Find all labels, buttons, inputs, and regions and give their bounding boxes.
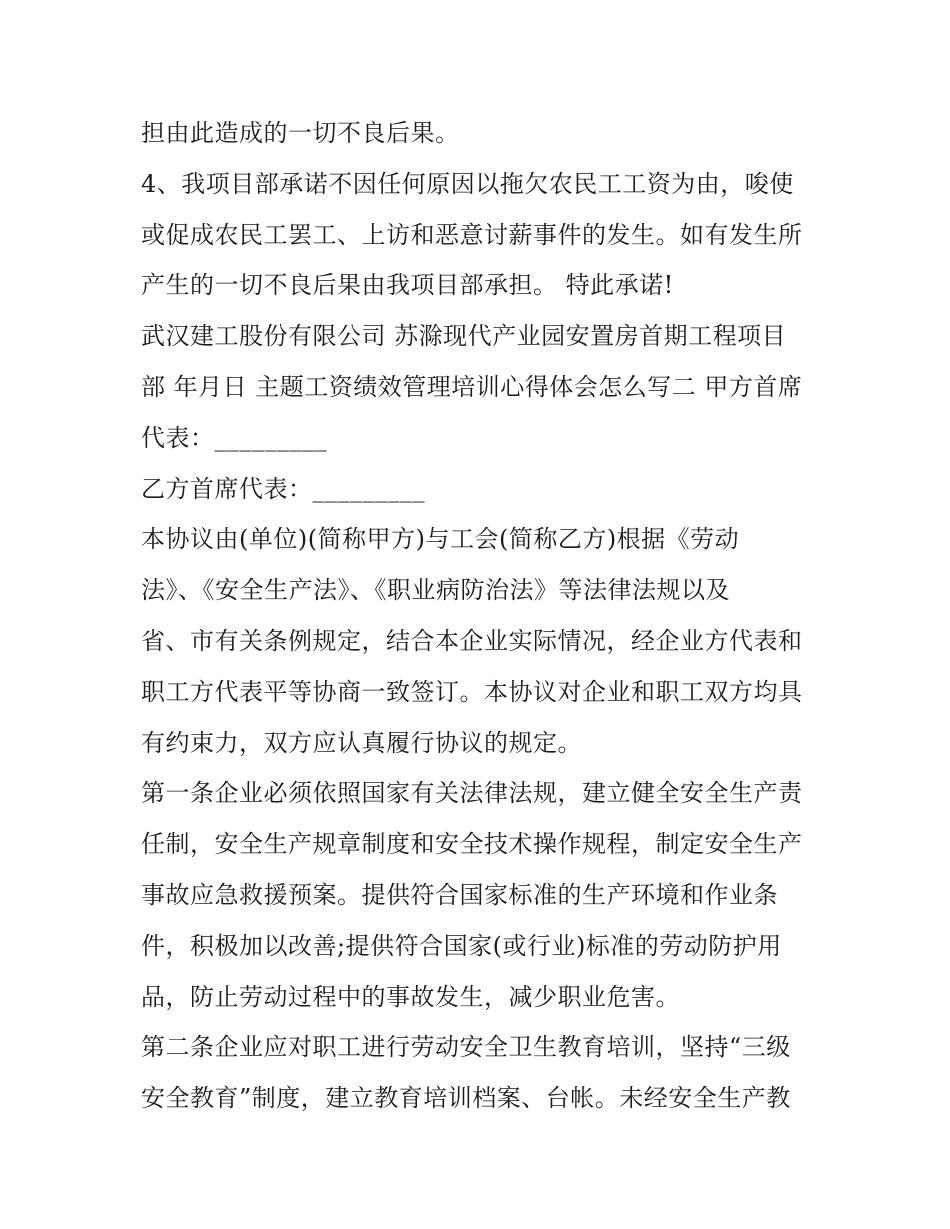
text-line: 件，积极加以改善;提供符合国家(或行业)标准的劳动防护用	[141, 931, 782, 960]
text-line: 担由此造成的一切不良后果。	[141, 119, 460, 147]
document-body	[141, 108, 821, 1124]
text-line: 有约束力，双方应认真履行协议的规定。	[141, 728, 582, 757]
text-line: 职工方代表平等协商一致签订。本协议对企业和职工双方均具	[141, 677, 803, 706]
text-line: 事故应急救援预案。提供符合国家标准的生产环境和作业条	[141, 880, 778, 909]
text-line: 本协议由(单位)(简称甲方)与工会(简称乙方)根据《劳动	[141, 525, 740, 554]
text-line: 代表：_________	[141, 423, 327, 452]
text-line: 第一条企业必须依照国家有关法律法规，建立健全安全生产责	[141, 779, 803, 808]
text-line: 武汉建工股份有限公司 苏滁现代产业园安置房首期工程项目	[141, 322, 787, 351]
text-line: 或促成农民工罢工、上访和恶意讨薪事件的发生。如有发生所	[141, 220, 803, 249]
text-line: 法》、《安全生产法》、《职业病防治法》等法律法规以及	[141, 576, 730, 605]
text-line: 品，防止劳动过程中的事故发生，减少职业危害。	[141, 982, 680, 1011]
text-line: 任制，安全生产规章制度和安全技术操作规程，制定安全生产	[141, 830, 803, 859]
text-line: 部 年月日 主题工资绩效管理培训心得体会怎么写二 甲方首席	[141, 372, 803, 401]
text-line: 乙方首席代表：_________	[141, 474, 425, 503]
text-line: 安全教育”制度，建立教育培训档案、台帐。未经安全生产教	[141, 1084, 791, 1113]
text-line: 4、我项目部承诺不因任何原因以拖欠农民工工资为由，唆使	[141, 169, 794, 198]
text-line: 第二条企业应对职工进行劳动安全卫生教育培训，坚持“三级	[141, 1033, 791, 1062]
text-line: 产生的一切不良后果由我项目部承担。 特此承诺!	[141, 271, 674, 300]
text-line: 省、市有关条例规定，结合本企业实际情况，经企业方代表和	[141, 626, 803, 655]
